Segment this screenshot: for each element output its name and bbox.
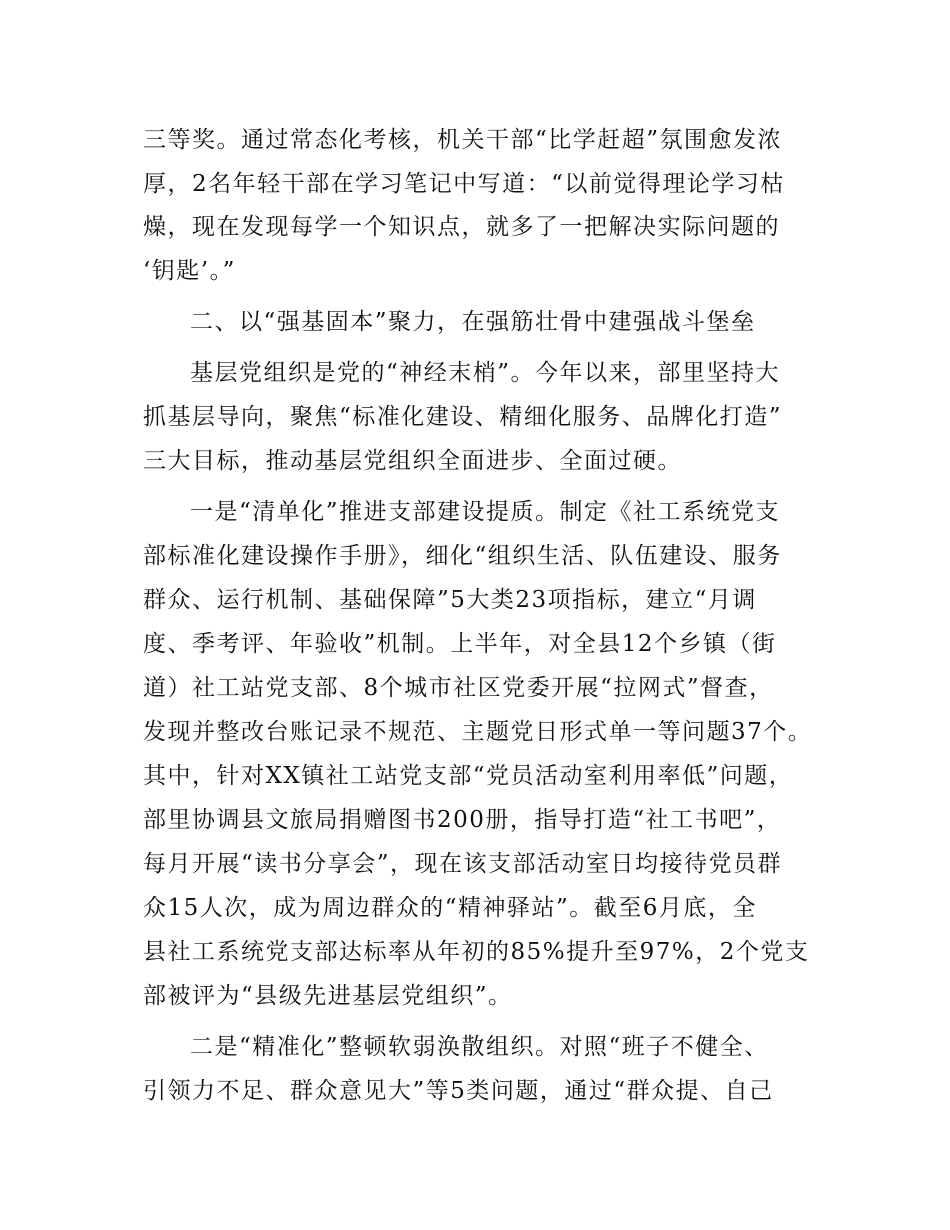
text-line: 二是“精准化”整顿软弱涣散组织。对照“班子不健全、 <box>190 1034 769 1060</box>
text-line: 其中，针对XX镇社工站党支部“党员活动室利用率低”问题， <box>143 763 794 789</box>
text-line: 三大目标，推动基层党组织全面进步、全面过硬。 <box>143 448 682 474</box>
text-line: 县社工系统党支部达标率从年初的85%提升至97%，2个党支 <box>143 939 810 965</box>
text-line: 部被评为“县级先进基层党组织”。 <box>143 983 513 1009</box>
text-line: 三等奖。通过常态化考核，机关干部“比学赶超”氛围愈发浓 <box>143 127 783 153</box>
text-line: 众15人次，成为周边群众的“精神驿站”。截至6月底，全 <box>143 895 757 921</box>
text-line: 引领力不足、群众意见大”等5类问题，通过“群众提、自己 <box>143 1078 774 1104</box>
text-line: 部里协调县文旅局捐赠图书200册，指导打造“社工书吧”， <box>143 807 782 833</box>
text-line: 每月开展“读书分享会”，现在该支部活动室日均接待党员群 <box>143 851 783 877</box>
text-line: 厚，2名年轻干部在学习笔记中写道：“以前觉得理论学习枯 <box>143 171 785 197</box>
text-line: 一是“清单化”推进支部建设提质。制定《社工系统党支 <box>190 499 781 525</box>
text-line: 部标准化建设操作手册》，细化“组织生活、队伍建设、服务 <box>143 543 782 569</box>
section-heading: 二、以“强基固本”聚力，在强筋壮骨中建强战斗堡垒 <box>190 309 756 335</box>
text-line: 基层党组织是党的“神经末梢”。今年以来，部里坚持大 <box>190 360 781 386</box>
text-line: 发现并整改台账记录不规范、主题党日形式单一等问题37个。 <box>143 719 813 745</box>
text-line: 燥，现在发现每学一个知识点，就多了一把解决实际问题的 <box>143 214 780 240</box>
text-line: 道）社工站党支部、8个城市社区党委开展“拉网式”督查， <box>143 675 774 701</box>
text-line: ‘钥匙’。” <box>143 258 236 284</box>
text-line: 抓基层导向，聚焦“标准化建设、精细化服务、品牌化打造” <box>143 404 783 430</box>
text-line: 群众、运行机制、基础保障”5大类23项指标，建立“月调 <box>143 587 757 613</box>
text-line: 度、季考评、年验收”机制。上半年，对全县12个乡镇（街 <box>143 631 777 657</box>
